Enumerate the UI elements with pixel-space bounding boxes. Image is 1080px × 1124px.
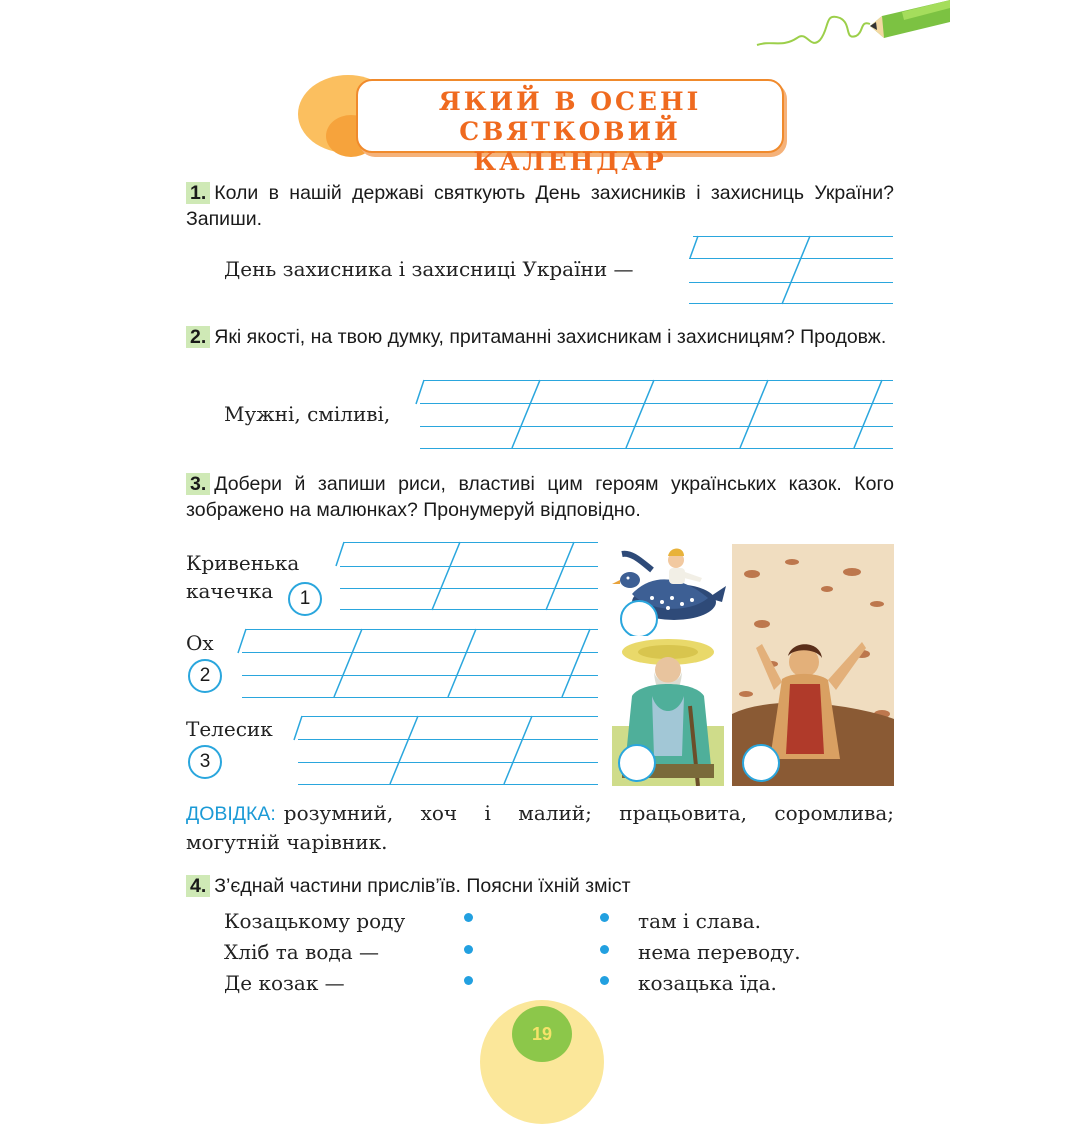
proverb-left-1: Козацькому роду: [224, 909, 406, 933]
proverb-left-dot-3[interactable]: [464, 976, 473, 985]
task-3-text: Добери й запиши риси, властиві цим героям українських казок. Кого зображено на малюнках? Пронумеруй відповідно.: [186, 473, 894, 521]
hero-1-number-circle: [288, 582, 322, 616]
hint-text-line1: розумний, хоч і малий; працьовита, соромлива;: [283, 801, 894, 825]
task-2-question: [186, 324, 894, 350]
task-4-question: [186, 873, 894, 899]
title-line-2: СВЯТКОВИЙ КАЛЕНДАР: [459, 117, 681, 176]
hero-2-name: Ох: [186, 631, 214, 655]
task-3-number: 3.: [186, 473, 210, 495]
hero-1-number: 1: [299, 588, 311, 609]
hero-3-number-circle: [188, 745, 222, 779]
task-1-text: Коли в нашій державі святкують День захисників і захисниць України? Запиши.: [186, 182, 894, 230]
task-1-number: 1.: [186, 182, 210, 204]
proverb-left-2: Хліб та вода —: [224, 940, 379, 964]
task-1-question: [186, 180, 894, 232]
task-2-number: 2.: [186, 326, 210, 348]
hero-1-name-line2: качечка: [186, 579, 274, 603]
proverb-right-3: козацька їда.: [638, 971, 777, 995]
hero-2-number-circle: [188, 659, 222, 693]
proverb-right-2: нема переводу.: [638, 940, 801, 964]
task-3-question: [186, 471, 894, 523]
hint: [186, 799, 894, 856]
hero-3-number: 3: [199, 751, 211, 772]
hero-2-number: 2: [199, 665, 211, 686]
hint-label: ДОВІДКА:: [186, 803, 276, 825]
task-2-prompt: Мужні, сміливі,: [224, 402, 391, 426]
proverb-left-dot-2[interactable]: [464, 945, 473, 954]
task-4-text: З’єднай частини прислів’їв. Поясни їхній зміст: [214, 875, 631, 897]
pencil-icon: [752, 0, 952, 70]
task-4-number: 4.: [186, 875, 210, 897]
title-line-1: ЯКИЙ В ОСЕНІ: [438, 87, 702, 116]
proverb-left-dot-1[interactable]: [464, 913, 473, 922]
proverb-right-1: там і слава.: [638, 909, 762, 933]
picture-1-answer-circle[interactable]: [620, 600, 658, 638]
task-2-text: Які якості, на твою думку, притаманні захисникам і захисницям? Продовж.: [214, 326, 887, 348]
hero-1-name-line1: Кривенька: [186, 551, 300, 575]
proverb-right-dot-3[interactable]: [600, 976, 609, 985]
page-title: [356, 79, 784, 176]
page-number: 19: [531, 1024, 553, 1044]
hint-text-line2: могутній чарівник.: [186, 830, 388, 854]
proverb-right-dot-1[interactable]: [600, 913, 609, 922]
picture-2-answer-circle[interactable]: [618, 744, 656, 782]
hero-3-name: Телесик: [186, 717, 273, 741]
picture-3-answer-circle[interactable]: [742, 744, 780, 782]
task-1-prompt: День захисника і захисниці України —: [224, 257, 634, 281]
proverb-left-3: Де козак —: [224, 971, 345, 995]
page-number-badge: [512, 1006, 572, 1062]
proverb-right-dot-2[interactable]: [600, 945, 609, 954]
